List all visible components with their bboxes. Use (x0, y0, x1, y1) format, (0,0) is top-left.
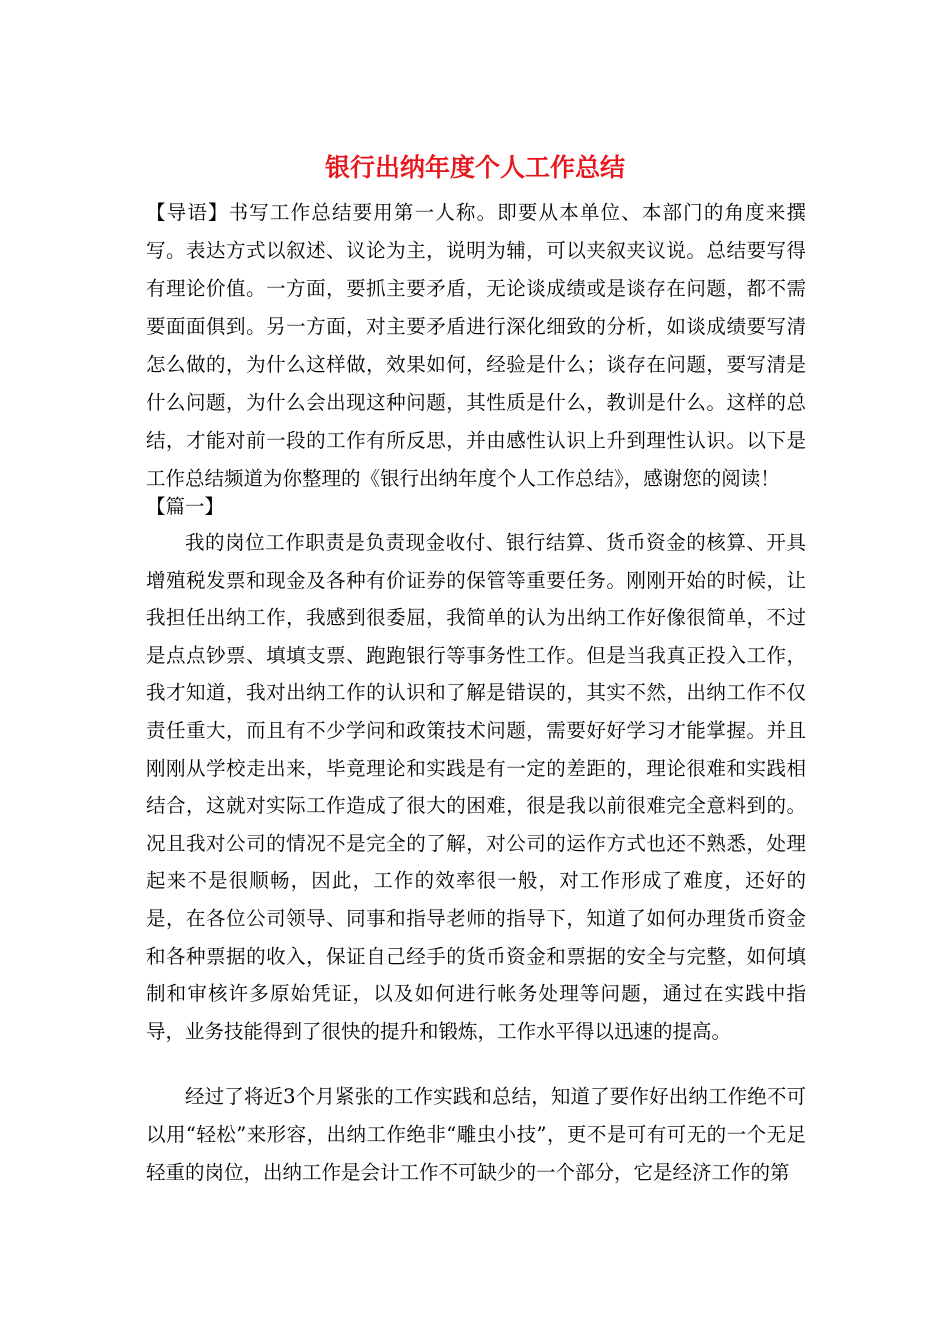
section-label: 【篇一】 (146, 495, 225, 518)
intro-paragraph: 【导语】书写工作总结要用第一人称。即要从本单位、本部门的角度来撰写。表达方式以叙述、议论为主，说明为辅，可以夹叙夹议说。总结要写得有理论价值。一方面，要抓主要矛盾，无论谈成绩或是谈存在问题，都不需要面面俱到。另一方面，对主要矛盾进行深化细致的分析，如谈成绩要写清怎么做的，为什么这样做，效果如何，经验是什么；谈存在问题，要写清是什么问题，为什么会出现这种问题，其性质是什么，教训是什么。这样的总结，才能对前一段的工作有所反思，并由感性认识上升到理性认识。以下是工作总结频道为你整理的《银行出纳年度个人工作总结》，感谢您的阅读！ (146, 201, 806, 490)
body-paragraph-1: 我的岗位工作职责是负责现金收付、银行结算、货币资金的核算、开具增殖税发票和现金及各种有价证券的保管等重要任务。刚刚开始的时候，让我担任出纳工作，我感到很委屈，我简单的认为出纳工作好像很简单，不过是点点钞票、填填支票、跑跑银行等事务性工作。但是当我真正投入工作，我才知道，我对出纳工作的认识和了解是错误的，其实不然，出纳工作不仅责任重大，而且有不少学问和政策技术问题，需要好好学习才能掌握。并且刚刚从学校走出来，毕竟理论和实践是有一定的差距的，理论很难和实践相结合，这就对实际工作造成了很大的困难，很是我以前很难完全意料到的。况且我对公司的情况不是完全的了解，对公司的运作方式也还不熟悉，处理起来不是很顺畅，因此，工作的效率很一般，对工作形成了难度，还好的是，在各位公司领导、同事和指导老师的指导下，知道了如何办理货币资金和各种票据的收入，保证自己经手的货币资金和票据的安全与完整，如何填制和审核许多原始凭证，以及如何进行帐务处理等问题，通过在实践中指导，业务技能得到了很快的提升和锻炼，工作水平得以迅速的提高。 (146, 531, 806, 1043)
document-title: 银行出纳年度个人工作总结 (324, 153, 625, 182)
body-paragraph-2: 经过了将近3个月紧张的工作实践和总结，知道了要作好出纳工作绝不可以用“轻松”来形容，出纳工作绝非“雕虫小技”，更不是可有可无的一个无足轻重的岗位，出纳工作是会计工作不可缺少的一个部分，它是经济工作的第 (146, 1085, 806, 1184)
